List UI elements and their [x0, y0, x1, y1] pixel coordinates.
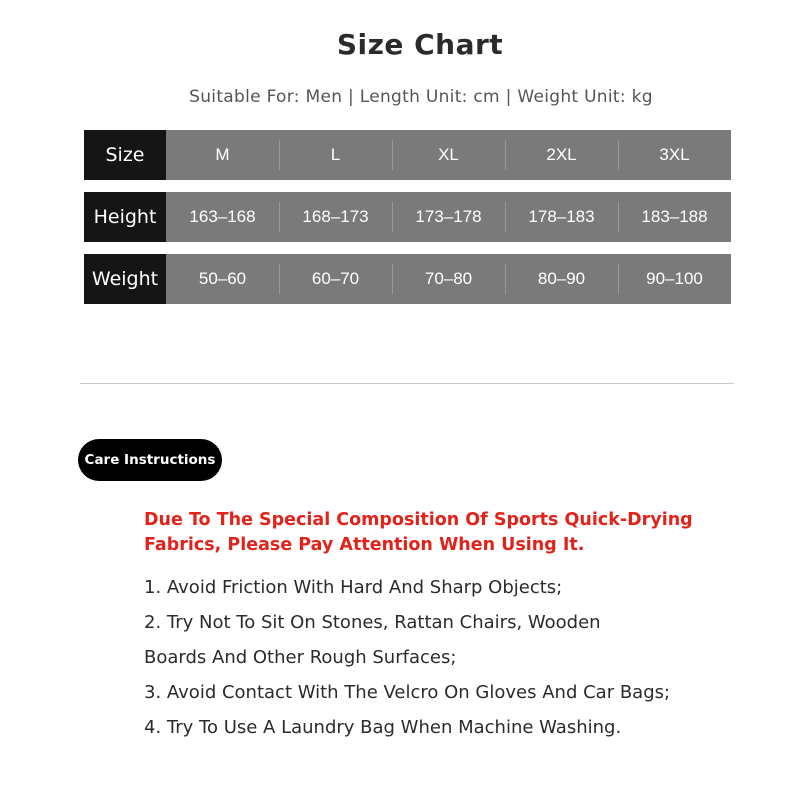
- table-cell: 60–70: [279, 269, 392, 289]
- table-row-size: [84, 130, 731, 180]
- table-row-height: [84, 192, 731, 242]
- page-title: Size Chart: [336, 28, 504, 61]
- section-divider: [80, 383, 734, 384]
- table-cell: 3XL: [618, 145, 731, 165]
- care-notice-line: Due To The Special Composition Of Sports Quick-Drying: [144, 510, 693, 530]
- table-cell: 2XL: [505, 145, 618, 165]
- table-cell: 80–90: [505, 269, 618, 289]
- care-notice-line: Fabrics, Please Pay Attention When Using It.: [144, 535, 585, 555]
- list-item: Boards And Other Rough Surfaces;: [144, 647, 457, 668]
- list-item: 1. Avoid Friction With Hard And Sharp Objects;: [144, 577, 563, 598]
- list-item: 3. Avoid Contact With The Velcro On Gloves And Car Bags;: [144, 682, 671, 703]
- page-subtitle: Suitable For: Men | Length Unit: cm | Weight Unit: kg: [189, 87, 653, 107]
- table-cell: 183–188: [618, 207, 731, 227]
- table-cell: 178–183: [505, 207, 618, 227]
- table-cell: 70–80: [392, 269, 505, 289]
- row-label: Height: [84, 192, 166, 242]
- table-cell: L: [279, 145, 392, 165]
- list-item: 2. Try Not To Sit On Stones, Rattan Chairs, Wooden: [144, 612, 601, 633]
- table-cell: XL: [392, 145, 505, 165]
- care-notice: [144, 508, 744, 558]
- table-cell: 90–100: [618, 269, 731, 289]
- table-cell: M: [215, 145, 230, 164]
- table-cell: 168–173: [279, 207, 392, 227]
- table-cell: 163–168: [189, 207, 256, 226]
- table-cell: 173–178: [392, 207, 505, 227]
- care-instructions-badge: Care Instructions: [78, 439, 222, 481]
- table-row-weight: [84, 254, 731, 304]
- row-label: Size: [84, 130, 166, 180]
- list-item: 4. Try To Use A Laundry Bag When Machine Washing.: [144, 717, 622, 738]
- table-cell: 50–60: [198, 269, 247, 288]
- care-list: [144, 570, 764, 745]
- row-label: Weight: [84, 254, 166, 304]
